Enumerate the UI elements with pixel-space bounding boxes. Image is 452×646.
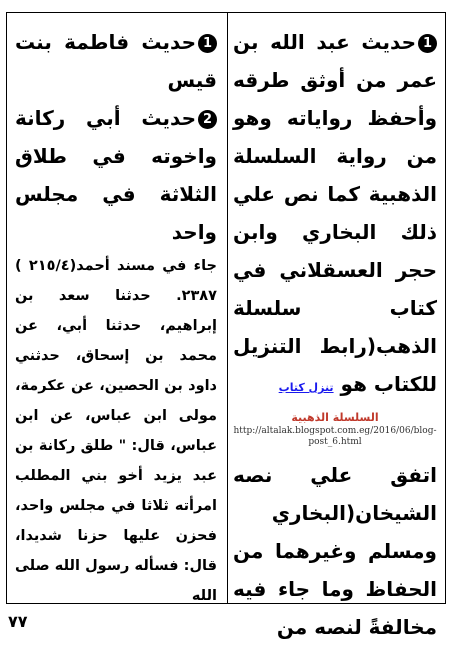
right-column <box>227 13 445 639</box>
fatima-heading <box>15 23 217 99</box>
ibn-umar-paragraph <box>233 23 437 407</box>
left-column <box>7 13 227 603</box>
rukana-heading <box>15 99 217 251</box>
ibn-umar-text: حديث عبد الله بن عمر من أوثق طرقه وأحفظ رواياته وهو من رواية السلسلة الذهبية كما نص علي ذلك البخاري وابن حجر العسقلاني في كتاب سلسلة الذهب(رابط التنزيل للكتاب هو <box>233 30 437 396</box>
number-marker-1: 1 <box>198 34 217 53</box>
agreement-paragraph: اتفق علي نصه الشيخان(البخاري ومسلم وغيرهما من الحفاظ وما جاء فيه مخالفةً لنصه من <box>233 463 437 639</box>
golden-chain-title: السلسلة الذهبية <box>291 411 379 424</box>
column-divider <box>227 13 228 603</box>
musnad-ahmad-text: جاء في مسند أحمد(٢١٥/٤ ) ٢٣٨٧. حدثنا سعد بن إبراهيم، حدثنا أبي، عن محمد بن إسحاق، حدثني داود بن الحصين، عن عكرمة، مولى ابن عباس، عن ابن عباس، قال: " طلق ركانة بن عبد يزيد أخو بني المطلب امرأته ثلاثا في مجلس واحد، فحزن عليها حزنا شديدا، قال: فسأله رسول الله صلى الله <box>15 258 217 604</box>
rukana-heading-text: حديث أبي ركانة واخوته في طلاق الثلاثة في مجلس واحد <box>15 106 217 244</box>
number-marker-2: 2 <box>198 110 217 129</box>
page-number: ٧٧ <box>8 612 28 631</box>
download-link[interactable]: تنزل كتاب <box>278 381 334 394</box>
number-marker-1: 1 <box>418 34 437 53</box>
fatima-heading-text: حديث فاطمة بنت قيس <box>15 30 217 92</box>
blog-url[interactable]: http://altalak.blogspot.com.eg/2016/06/blog-post_6.html <box>233 426 437 447</box>
